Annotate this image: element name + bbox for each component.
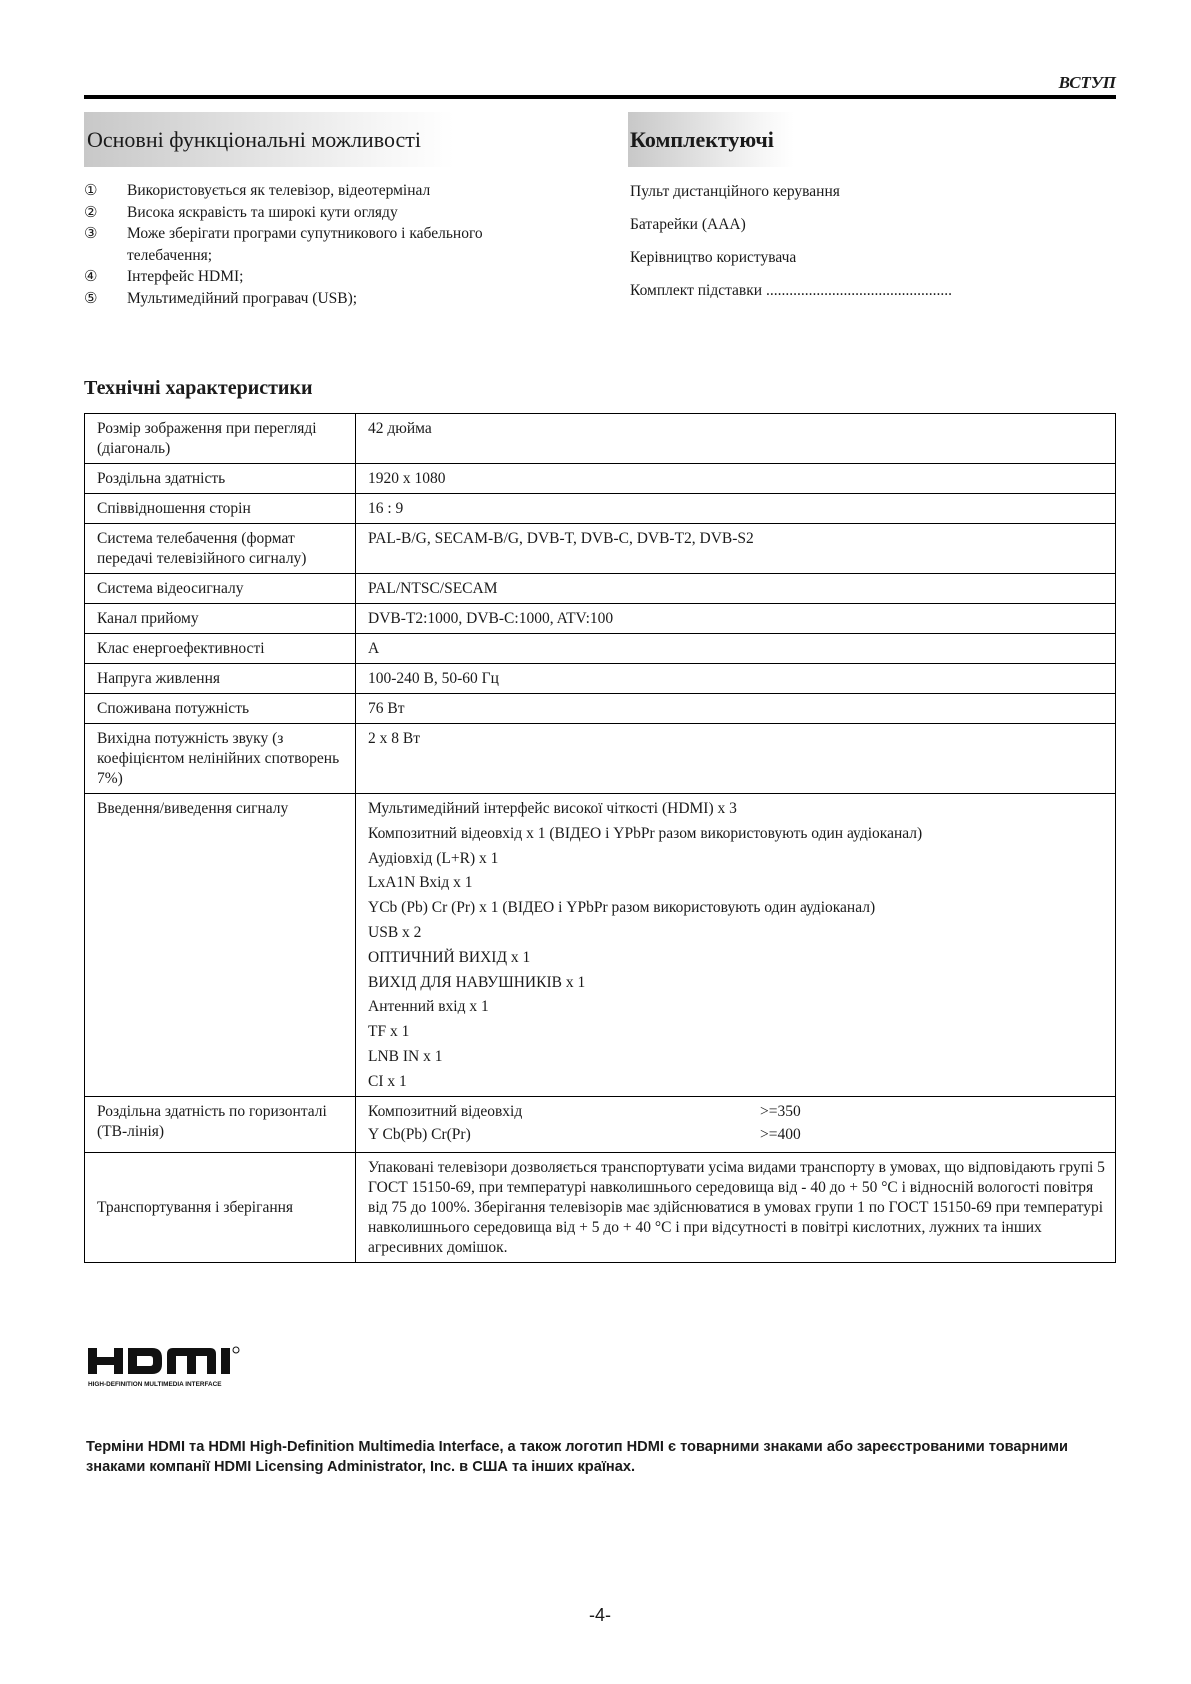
table-row: [85, 524, 1116, 574]
accessories-heading-text: Комплектуючі: [630, 126, 774, 152]
table-row: [85, 464, 1116, 494]
feature-text: Інтерфейс HDMI;: [127, 268, 244, 285]
feature-item: [84, 266, 584, 288]
feature-item: [84, 223, 584, 266]
spec-label: Система телебачення (формат передачі телевізійного сигналу): [85, 524, 356, 574]
feature-item: [84, 202, 584, 224]
table-row: [85, 664, 1116, 694]
spec-value: 1920 x 1080: [356, 464, 1116, 494]
accessories-heading: [628, 112, 794, 167]
spec-label: Введення/виведення сигналу: [85, 794, 356, 1097]
features-list: [84, 180, 584, 309]
io-line: Аудіовхід (L+R) x 1: [368, 849, 499, 867]
spec-value: 42 дюйма: [356, 414, 1116, 464]
io-line: LNB IN x 1: [368, 1047, 443, 1065]
io-line: ОПТИЧНИЙ ВИХІД x 1: [368, 948, 531, 966]
feature-text: Використовується як телевізор, відеотермінал: [127, 182, 431, 199]
hdmi-logo: [88, 1346, 263, 1390]
accessory-item: Пульт дистанційного керування: [630, 183, 840, 200]
feature-text: Висока яскравість та широкі кути огляду: [127, 203, 398, 221]
table-row: [85, 794, 1116, 1097]
io-line: Мультимедійний інтерфейс високої чіткості (HDMI) x 3: [368, 800, 737, 817]
io-line: ВИХІД ДЛЯ НАВУШНИКІВ x 1: [368, 973, 586, 991]
feature-number: ③: [84, 224, 98, 242]
table-row: [85, 574, 1116, 604]
table-row: [85, 494, 1116, 524]
table-row: [85, 694, 1116, 724]
resolution-value: >=400: [760, 1125, 801, 1143]
table-row: [85, 634, 1116, 664]
resolution-value: >=350: [760, 1102, 801, 1120]
spec-label: Розмір зображення при перегляді (діагональ): [85, 414, 356, 464]
io-line: TF x 1: [368, 1023, 410, 1041]
io-line: USB x 2: [368, 923, 422, 941]
feature-item: [84, 180, 584, 202]
accessory-item: Батарейки (ААА): [630, 216, 746, 233]
spec-label: Споживана потужність: [85, 694, 356, 724]
spec-value-io: [356, 794, 1116, 1097]
feature-number: ②: [84, 202, 98, 221]
accessory-item: Комплект підставки ................................................: [630, 282, 952, 299]
feature-number: ①: [84, 181, 98, 199]
io-line: LxA1N Вхід x 1: [368, 874, 473, 892]
spec-label: Вихідна потужність звуку (з коефіцієнтом нелінійних спотворень 7%): [85, 724, 356, 794]
feature-number: ⑤: [84, 288, 98, 307]
table-row: [85, 724, 1116, 794]
table-row: [85, 1152, 1116, 1262]
spec-label: Напруга живлення: [85, 664, 356, 694]
spec-value: DVB-T2:1000, DVB-C:1000, ATV:100: [356, 604, 1116, 634]
spec-label: Транспортування і зберігання: [85, 1152, 356, 1262]
io-line: YCb (Pb) Cr (Pr) x 1 (ВІДЕО і YPbPr разом використовують один аудіоканал): [368, 899, 876, 917]
spec-value: A: [356, 634, 1116, 664]
spec-value: PAL-B/G, SECAM-B/G, DVB-T, DVB-C, DVB-T2, DVB-S2: [356, 524, 1116, 574]
spec-label: Система відеосигналу: [85, 574, 356, 604]
resolution-line: [368, 1102, 1105, 1122]
table-row: [85, 604, 1116, 634]
feature-text: Може зберігати програми супутникового і кабельного телебачення;: [127, 225, 483, 264]
feature-text: Мультимедійний програвач (USB);: [127, 289, 358, 307]
specs-table: [84, 413, 1116, 1263]
feature-number: ④: [84, 267, 98, 285]
feature-item: [84, 288, 584, 310]
accessory-item: Керівництво користувача: [630, 249, 797, 266]
io-line: Композитний відеовхід x 1 (ВІДЕО і YPbPr разом використовують один аудіоканал): [368, 824, 923, 842]
accessories-list: [630, 183, 1050, 315]
table-row: [85, 1096, 1116, 1152]
io-line: Антенний вхід x 1: [368, 998, 489, 1016]
spec-value: 16 : 9: [356, 494, 1116, 524]
spec-value: 100-240 В, 50-60 Гц: [356, 664, 1116, 694]
spec-label: Роздільна здатність: [85, 464, 356, 494]
spec-value: 76 Вт: [356, 694, 1116, 724]
spec-label: Роздільна здатність по горизонталі (ТВ-лінія): [85, 1096, 356, 1152]
resolution-name: Композитний відеовхід: [368, 1102, 523, 1120]
specs-heading: Технічні характеристики: [84, 377, 313, 399]
resolution-name: Y Cb(Pb) Cr(Pr): [368, 1125, 471, 1143]
features-heading-text: Основні функціональні можливості: [87, 126, 421, 152]
spec-value: PAL/NTSC/SECAM: [356, 574, 1116, 604]
table-row: [85, 414, 1116, 464]
trademark-notice: Терміни HDMI та HDMI High-Definition Multimedia Interface, а також логотип HDMI є товарними знаками або зареєстрованими товарними знаками компанії HDMI Licensing Administrator, Inc. в США та інших країнах.: [86, 1439, 1069, 1475]
page-number: -4-: [589, 1605, 611, 1625]
spec-label: Канал прийому: [85, 604, 356, 634]
spec-value: 2 x 8 Вт: [356, 724, 1116, 794]
spec-label: Клас енергоефективності: [85, 634, 356, 664]
spec-value-transport: Упаковані телевізори дозволяється транспортувати усіма видами транспорту в умовах, що відповідають групі 5 ГОСТ 15150-69, при температурі навколишнього середовища від - 40 до + 50 °С і відносній вологості повітря від 75 до 100%. Зберігання телевізорів має здійснюватися в умовах групи 1 по ГОСТ 15150-69 при температурі навколишнього середовища від + 5 до + 40 °С і при відсутності в повітрі кислотних, лужних та інших агресивних домішок.: [356, 1152, 1116, 1262]
page-header-title: ВСТУП: [1058, 73, 1116, 92]
spec-label: Співвідношення сторін: [85, 494, 356, 524]
io-line: CI x 1: [368, 1072, 407, 1090]
header-rule: [84, 95, 1116, 99]
resolution-line: [368, 1125, 1105, 1145]
spec-value-resolution: [356, 1096, 1116, 1152]
features-heading: [84, 112, 454, 167]
hdmi-logo-tagline: HIGH-DEFINITION MULTIMEDIA INTERFACE: [88, 1381, 222, 1388]
